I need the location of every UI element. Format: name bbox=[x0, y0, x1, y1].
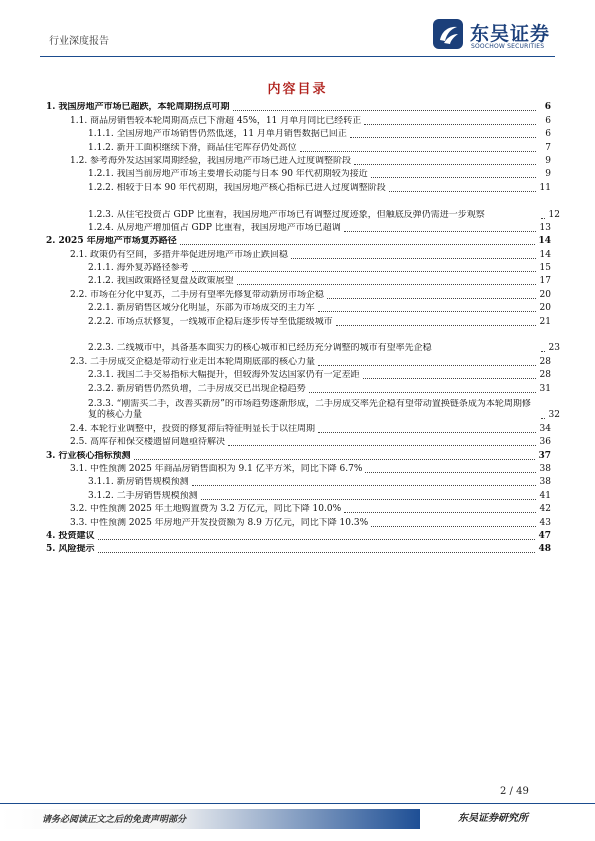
toc-leader-dots bbox=[228, 445, 536, 446]
toc-entry[interactable] bbox=[46, 100, 551, 113]
toc-entry-title: 2.2.2. 市场点状修复，一线城市企稳后逐步传导至低能级城市 bbox=[88, 316, 333, 327]
toc-entry-page: 38 bbox=[539, 477, 551, 488]
toc-leader-dots bbox=[541, 218, 545, 219]
toc-entry-title: 3.1.1. 新房销售规模预测 bbox=[88, 477, 189, 488]
toc-leader-dots bbox=[344, 512, 536, 513]
toc-entry-title: 1.1.2. 新开工面积继续下滑，商品住宅库存仍处高位 bbox=[88, 142, 297, 153]
toc-entry[interactable] bbox=[46, 127, 551, 140]
toc-entry-title: 3.1. 中性预测 2025 年商品房销售面积为 9.1 亿平方米，同比下降 6.7% bbox=[70, 463, 363, 474]
toc-entry-page: 7 bbox=[545, 142, 551, 153]
toc-leader-dots bbox=[309, 392, 536, 393]
toc-leader-dots bbox=[192, 485, 536, 486]
toc-leader-dots bbox=[389, 191, 536, 192]
toc-entry[interactable] bbox=[46, 381, 551, 394]
toc-entry[interactable] bbox=[46, 328, 560, 355]
toc-entry-page: 23 bbox=[548, 343, 560, 354]
toc-entry-page: 31 bbox=[539, 383, 551, 394]
toc-entry-title: 1.1. 商品房销售较本轮周期高点已下滑超 45%，11 月单月同比已经转正 bbox=[70, 115, 362, 126]
toc-entry[interactable] bbox=[46, 194, 560, 221]
toc-leader-dots bbox=[201, 499, 536, 500]
soochow-logo-icon bbox=[432, 18, 464, 50]
toc-entry-title: 4. 投资建议 bbox=[46, 530, 95, 541]
toc-leader-dots bbox=[541, 351, 545, 352]
toc-entry-page: 6 bbox=[545, 129, 551, 140]
footer-divider bbox=[0, 803, 595, 804]
toc-entry-page: 15 bbox=[539, 263, 551, 274]
toc-entry-page: 28 bbox=[539, 370, 551, 381]
toc-entry-title: 2.4. 本轮行业调整中，投资的修复滞后特征明显长于以往周期 bbox=[70, 423, 316, 434]
toc-entry-title: 3.3. 中性预测 2025 年房地产开发投资额为 8.9 万亿元，同比下降 10.3% bbox=[70, 517, 369, 528]
toc-entry-title: 1.2. 参考海外发达国家周期经验，我国房地产市场已进入过度调整阶段 bbox=[70, 155, 352, 166]
toc-entry-title: 1.2.3. 从住宅投资占 GDP 比重看，我国房地产市场已有调整过度迹象，但触底反弹仍需进一步观察 bbox=[88, 209, 485, 220]
toc-entry-page: 9 bbox=[545, 169, 551, 180]
toc-entry[interactable] bbox=[46, 154, 551, 167]
toc-entry[interactable] bbox=[46, 435, 551, 448]
toc-entry[interactable] bbox=[46, 502, 551, 515]
toc-entry-page: 20 bbox=[539, 289, 551, 300]
toc-entry[interactable] bbox=[46, 234, 551, 247]
toc-entry[interactable] bbox=[46, 113, 551, 126]
toc-entry-page: 12 bbox=[548, 209, 560, 220]
toc-entry-page: 17 bbox=[539, 276, 551, 287]
page-header bbox=[0, 0, 595, 60]
toc-leader-dots bbox=[192, 271, 536, 272]
toc-entry-page: 11 bbox=[539, 182, 551, 193]
toc-entry[interactable] bbox=[46, 395, 560, 422]
toc-entry[interactable] bbox=[46, 421, 551, 434]
toc-entry-page: 41 bbox=[539, 490, 551, 501]
toc-entry-title: 2. 2025 年房地产市场复苏路径 bbox=[46, 236, 177, 247]
toc-entry-page: 48 bbox=[538, 544, 551, 555]
table-of-contents bbox=[46, 100, 560, 555]
toc-entry[interactable] bbox=[46, 221, 551, 234]
toc-entry-title: 2.2.3. 二线城市中，具备基本面实力的核心城市和已经历充分调整的城市有望率先企稳 bbox=[88, 343, 432, 354]
toc-entry-title: 2.1.1. 海外复苏路径参考 bbox=[88, 263, 189, 274]
toc-entry-page: 6 bbox=[544, 102, 551, 113]
institute-name: 东吴证券研究所 bbox=[458, 813, 528, 824]
toc-entry[interactable] bbox=[46, 488, 551, 501]
toc-title: 内容目录 bbox=[267, 82, 328, 97]
toc-leader-dots bbox=[344, 231, 536, 232]
toc-entry-page: 13 bbox=[539, 222, 551, 233]
toc-leader-dots bbox=[180, 244, 536, 245]
toc-entry[interactable] bbox=[46, 301, 551, 314]
toc-entry-title: 3. 行业核心指标预测 bbox=[46, 450, 131, 461]
toc-entry-title: 2.3.3. “刚需买二手，改善买新房”的市场趋势逐渐形成，二手房成交率先企稳有望带动置换链条成为本轮周期修复的核心力量 bbox=[88, 399, 531, 421]
toc-entry-title: 2.3.1. 我国二手交易指标大幅提升，但较海外发达国家仍有一定差距 bbox=[88, 370, 360, 381]
toc-leader-dots bbox=[354, 164, 536, 165]
toc-entry[interactable] bbox=[46, 247, 551, 260]
toc-entry-page: 42 bbox=[539, 504, 551, 515]
toc-leader-dots bbox=[318, 432, 536, 433]
toc-entry[interactable] bbox=[46, 261, 551, 274]
toc-entry-page: 43 bbox=[539, 517, 551, 528]
toc-leader-dots bbox=[336, 325, 536, 326]
toc-entry-page: 36 bbox=[539, 437, 551, 448]
toc-entry-page: 6 bbox=[545, 115, 551, 126]
toc-entry[interactable] bbox=[46, 140, 551, 153]
toc-entry-title: 3.2. 中性预测 2025 年土地购置费为 3.2 万亿元，同比下降 10.0% bbox=[70, 504, 342, 515]
toc-entry-page: 9 bbox=[545, 155, 551, 166]
toc-leader-dots bbox=[134, 459, 536, 460]
toc-leader-dots bbox=[371, 177, 536, 178]
toc-entry-title: 2.3. 二手房成交企稳是带动行业走出本轮周期底部的核心力量 bbox=[70, 356, 316, 367]
toc-entry-title: 2.2.1. 新房销售区域分化明显，东部为市场成交的主力军 bbox=[88, 303, 315, 314]
toc-leader-dots bbox=[98, 539, 536, 540]
toc-entry-page: 14 bbox=[538, 236, 551, 247]
toc-entry-title: 5. 风险提示 bbox=[46, 544, 95, 555]
toc-entry-title: 2.1. 政策仍有空间，多措并举促进房地产市场止跌回稳 bbox=[70, 249, 289, 260]
toc-leader-dots bbox=[364, 124, 536, 125]
toc-entry-page: 37 bbox=[538, 450, 551, 461]
toc-entry-title: 1.2.4. 从房地产增加值占 GDP 比重看，我国房地产市场已超调 bbox=[88, 222, 341, 233]
toc-entry-page: 14 bbox=[539, 249, 551, 260]
toc-entry-title: 2.3.2. 新房销售仍然负增，二手房成交已出现企稳趋势 bbox=[88, 383, 306, 394]
toc-leader-dots bbox=[365, 472, 536, 473]
toc-entry-title: 1.2.1. 我国当前房地产市场主要增长动能与日本 90 年代初期较为接近 bbox=[88, 169, 368, 180]
toc-entry-title: 1.1.1. 全国房地产市场销售仍然低迷，11 月单月销售数据已回正 bbox=[88, 129, 347, 140]
toc-leader-dots bbox=[237, 284, 536, 285]
toc-entry[interactable] bbox=[46, 448, 551, 461]
company-logo bbox=[432, 18, 556, 52]
toc-leader-dots bbox=[363, 378, 536, 379]
toc-leader-dots bbox=[318, 311, 536, 312]
toc-entry-title: 1.2.2. 相较于日本 90 年代初期，我国房地产核心指标已进入过度调整阶段 bbox=[88, 182, 386, 193]
toc-entry-page: 21 bbox=[539, 316, 551, 327]
header-divider bbox=[40, 56, 555, 57]
toc-entry-page: 32 bbox=[548, 410, 560, 421]
toc-leader-dots bbox=[300, 151, 536, 152]
toc-entry-page: 20 bbox=[539, 303, 551, 314]
toc-entry[interactable] bbox=[46, 274, 551, 287]
toc-entry-page: 28 bbox=[539, 356, 551, 367]
toc-entry-title: 2.1.2. 我国政策路径复盘及政策展望 bbox=[88, 276, 234, 287]
toc-entry-title: 2.2. 市场在分化中复苏，二手房有望率先修复带动新房市场企稳 bbox=[70, 289, 325, 300]
toc-entry[interactable] bbox=[46, 180, 551, 193]
toc-entry[interactable] bbox=[46, 167, 551, 180]
report-type-label: 行业深度报告 bbox=[49, 36, 109, 47]
toc-leader-dots bbox=[327, 298, 536, 299]
toc-entry[interactable] bbox=[46, 287, 551, 300]
logo-chinese-name: 东吴证券 bbox=[470, 23, 551, 45]
disclaimer-note: 请务必阅读正文之后的免责声明部分 bbox=[42, 815, 187, 825]
toc-entry[interactable] bbox=[46, 475, 551, 488]
toc-entry-title: 2.5. 高库存和保交楼遗留问题亟待解决 bbox=[70, 437, 226, 448]
toc-leader-dots bbox=[318, 365, 536, 366]
toc-leader-dots bbox=[291, 258, 536, 259]
toc-entry-page: 38 bbox=[539, 463, 551, 474]
toc-entry[interactable] bbox=[46, 529, 551, 542]
toc-leader-dots bbox=[541, 418, 545, 419]
toc-entry-title: 3.1.2. 二手房销售规模预测 bbox=[88, 490, 198, 501]
toc-entry[interactable] bbox=[46, 368, 551, 381]
toc-entry[interactable] bbox=[46, 542, 551, 555]
toc-leader-dots bbox=[98, 552, 536, 553]
toc-leader-dots bbox=[350, 137, 536, 138]
toc-entry[interactable] bbox=[46, 354, 551, 367]
logo-english-name: SOOCHOW SECURITIES bbox=[471, 43, 545, 50]
toc-leader-dots bbox=[233, 110, 536, 111]
toc-entry[interactable] bbox=[46, 515, 551, 528]
toc-entry-page: 47 bbox=[538, 530, 551, 541]
toc-entry-page: 34 bbox=[539, 423, 551, 434]
toc-entry-title: 1. 我国房地产市场已超跌，本轮周期拐点可期 bbox=[46, 102, 230, 113]
toc-entry[interactable] bbox=[46, 314, 551, 327]
page-number: 2 / 49 bbox=[500, 786, 529, 797]
toc-leader-dots bbox=[371, 526, 536, 527]
toc-entry[interactable] bbox=[46, 462, 551, 475]
